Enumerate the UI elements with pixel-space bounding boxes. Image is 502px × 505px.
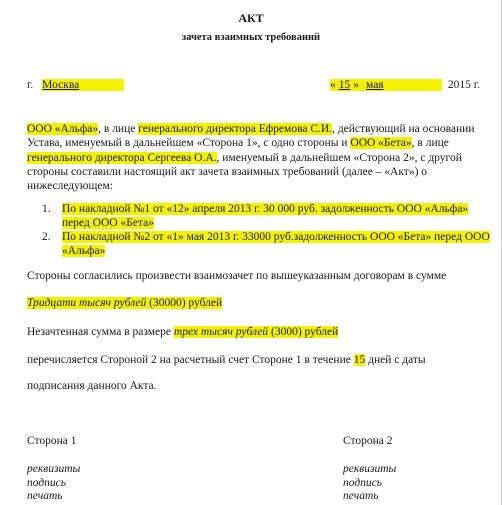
date-line xyxy=(330,79,480,91)
list-item xyxy=(42,231,490,258)
signature-label: подпись xyxy=(343,476,383,489)
intro-paragraph xyxy=(27,122,487,193)
city-prefix: г. xyxy=(27,79,34,91)
remainder-highlight xyxy=(174,326,338,338)
document-subtitle: зачета взаимных требований xyxy=(181,32,321,43)
party2-name: ООО «Бета» xyxy=(350,137,412,150)
date-month-field xyxy=(366,79,442,91)
remainder-prefix: Незачтенная сумма в размере xyxy=(27,326,174,338)
party1-name: ООО «Альфа» xyxy=(27,123,99,135)
stamp-label: печать xyxy=(27,490,63,502)
date-year: 2015 г. xyxy=(447,79,481,91)
date-quote-open: « xyxy=(330,79,336,91)
signature-right-block xyxy=(343,463,463,504)
signature-label: подпись xyxy=(27,476,67,489)
signature-right-party: Сторона 2 xyxy=(343,435,393,447)
document-title: АКТ xyxy=(238,11,264,25)
date-day: 15 xyxy=(338,79,351,91)
intro-text-4: , именуемый в дальнейшем «Сторона 2», с другой стороны составили настоящий акт зачета взаимных требований (далее – «Акт») о нижеследующем: xyxy=(27,151,462,193)
agreement-text: Стороны согласились произвести взаимозачет по вышеуказанным договорам в сумме xyxy=(27,270,447,282)
requisites-label: реквизиты xyxy=(343,463,397,475)
requisites-label: реквизиты xyxy=(27,463,81,475)
date-month: мая xyxy=(366,79,384,91)
date-quote-close: » xyxy=(353,79,359,91)
list-item xyxy=(42,203,490,230)
signature-left-block xyxy=(27,463,147,504)
transfer-days: 15 xyxy=(353,354,366,366)
list-item-number: 2. xyxy=(42,231,51,244)
transfer-line xyxy=(27,354,426,366)
transfer-prefix: перечисляется Стороной 2 на расчетный счет Стороне 1 в течение xyxy=(27,354,354,366)
signature-left-party: Сторона 1 xyxy=(27,435,77,447)
city-field xyxy=(42,79,124,91)
transfer-suffix: дней с даты xyxy=(365,354,426,366)
list-item-number: 1. xyxy=(42,203,51,215)
remainder-words: трех тысяч рублей xyxy=(173,326,269,338)
city-value: Москва xyxy=(42,79,80,91)
party1-representative: генерального директора Ефремова С.И. xyxy=(138,123,333,135)
claims-list xyxy=(42,203,490,259)
list-item-text: По накладной №2 от «1» мая 2013 г. 33000 руб.задолженность ООО «Бета» перед ООО «Альфа» xyxy=(62,231,490,257)
list-item-text: По накладной №1 от «12» апреля 2013 г. 30 000 руб. задолженность ООО «Альфа» перед ООО «Бета» xyxy=(62,203,469,229)
remainder-digits: (3000) рублей xyxy=(268,326,339,338)
amount-line xyxy=(27,297,222,309)
intro-text-3: , в лице xyxy=(411,137,449,150)
intro-text-2: , действующий на основании Устава, именуемый в дальнейшем «Сторона 1», с одно стороны и xyxy=(27,123,475,150)
amount-highlight xyxy=(27,297,222,309)
date-highlight xyxy=(330,79,442,91)
amount-digits: (30000) рублей xyxy=(146,297,223,309)
party2-representative: генерального директора Сергеева О.А. xyxy=(27,151,217,164)
signing-line: подписания данного Акта. xyxy=(27,380,157,392)
intro-text-1: , в лице xyxy=(98,123,139,135)
place-line xyxy=(27,79,124,91)
amount-words: Тридцати тысяч рублей xyxy=(27,297,147,309)
stamp-label: печать xyxy=(343,490,379,502)
remainder-line xyxy=(27,326,338,338)
